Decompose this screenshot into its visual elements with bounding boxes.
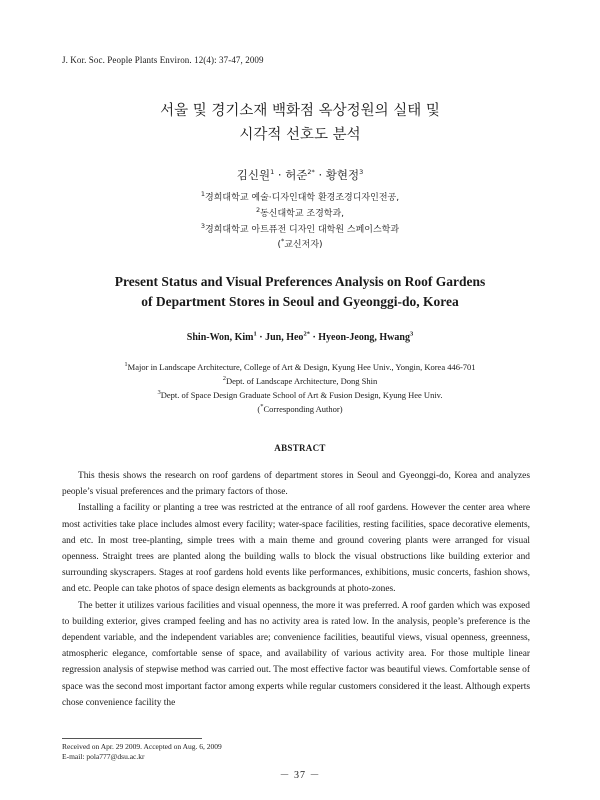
affiliation-text: 경희대학교 아트퓨전 디자인 대학원 스페이스학과 — [205, 225, 400, 235]
korean-author-1: 김신원 — [236, 168, 271, 182]
korean-author-2: 허준 — [285, 168, 308, 182]
korean-title-line-2: 시각적 선호도 분석 — [239, 127, 361, 143]
korean-authors — [0, 167, 600, 183]
paren-open: ( — [257, 404, 261, 414]
abstract-paragraph-3: The better it utilizes various facilities and visual openness, the more it was preferred. A roof garden which was exposed to building exterior, gives cramped feeling and has no activity area is rated low. In the analysis, people’s preference is the dependent variable, and the independent variables are; convenience facilities, beautiful views, visual openness, greenness, atmospheric elegance, comfortable sense of space, and availability of various activity area. For those multiple linear regression analysis of stepwise method was carried out. The most effective factor was beautiful views. Comfortable sense of space was the second most important factor among experts while regular customers considered it the least. Although experts chose convenience facility the — [62, 600, 530, 708]
korean-affiliation-1 — [0, 190, 600, 203]
korean-affiliation-3 — [0, 222, 600, 235]
paren-open: ( — [277, 240, 281, 250]
received-date-footnote: Received on Apr. 29 2009. Accepted on Aug. 6, 2009 — [62, 742, 222, 751]
english-author-2: Jun, Heo — [265, 332, 304, 343]
affiliation-marker: 3 — [200, 222, 206, 230]
paren-close: ) — [319, 240, 323, 250]
english-affiliation-1 — [0, 362, 600, 372]
paren-close: ) — [339, 404, 343, 414]
author-separator: · — [314, 168, 326, 182]
english-author-3-marker: 3 — [409, 330, 414, 338]
english-title-line-1: Present Status and Visual Preferences Analysis on Roof Gardens — [114, 274, 486, 289]
abstract-paragraph-1: This thesis shows the research on roof gardens of department stores in Seoul and Gyeonggi-do, Korea and analyzes people’s visual preferences and the primary factors of those. — [62, 471, 530, 498]
english-authors — [0, 332, 600, 343]
affiliation-marker: 2 — [255, 206, 261, 214]
abstract-paragraph-2: Installing a facility or planting a tree was restricted at the entrance of all roof gardens. However the center area where most activities take place includes almost every facility; water-space facilities, resting facilities, space decorative elements, and etc. In most tree-planting, simple trees with a main theme and ground covering plants were arranged for visual openness. Straight trees are planted along the building walls to block the visual obstructions like building exterior and surrounding skyscrapers. Stages at roof gardens hold events like performances, exhibitions, music concerts, fashion shows, and etc. People can take photos of space design elements as backgrounds at photo-zones. — [62, 503, 530, 595]
korean-author-1-marker: 1 — [270, 168, 275, 177]
english-author-3: Hyeon-Jeong, Hwang — [318, 332, 410, 343]
affiliation-marker: 2 — [222, 375, 226, 383]
affiliation-text: Major in Landscape Architecture, College of Art & Design, Kyung Hee Univ., Yongin, Korea 446-701 — [127, 362, 476, 372]
author-separator: · — [309, 332, 319, 343]
affiliation-marker: 1 — [124, 361, 128, 369]
affiliation-marker: 3 — [157, 389, 161, 397]
english-corresponding-author — [0, 404, 600, 414]
korean-corresponding-author — [0, 237, 600, 250]
korean-affiliation-2 — [0, 206, 600, 219]
english-title-line-2: of Department Stores in Seoul and Gyeonggi-do, Korea — [141, 294, 459, 309]
affiliation-text: 경희대학교 예술·디자인대학 환경조경디자인전공, — [205, 193, 400, 203]
english-author-2-marker: 2* — [303, 330, 310, 338]
korean-author-2-marker: 2* — [307, 168, 315, 177]
affiliation-text: Dept. of Space Design Graduate School of Art & Fusion Design, Kyung Hee Univ. — [160, 390, 443, 400]
footnote-divider — [62, 738, 202, 739]
author-separator: · — [256, 332, 266, 343]
english-affiliation-3 — [0, 390, 600, 400]
affiliation-text: 교신저자 — [284, 240, 320, 250]
english-author-1-marker: 1 — [253, 330, 257, 338]
affiliation-marker: * — [260, 403, 264, 411]
affiliation-text: 동신대학교 조경학과, — [260, 209, 345, 219]
korean-author-3-marker: 3 — [359, 168, 364, 177]
affiliation-text: Dept. of Landscape Architecture, Dong Shin — [225, 376, 378, 386]
english-affiliation-2 — [0, 376, 600, 386]
affiliation-text: Corresponding Author — [263, 404, 340, 414]
email-footnote: E-mail: pola777@dsu.ac.kr — [62, 752, 145, 761]
english-author-1: Shin-Won, Kim — [186, 332, 254, 343]
journal-header: J. Kor. Soc. People Plants Environ. 12(4): 37-47, 2009 — [62, 55, 264, 65]
korean-author-3: 황현정 — [325, 168, 360, 182]
page-number: － 37 － — [279, 770, 321, 781]
abstract-heading: ABSTRACT — [274, 443, 326, 453]
affiliation-marker: 1 — [200, 190, 206, 198]
abstract-body — [62, 468, 530, 711]
korean-title-line-1: 서울 및 경기소재 백화점 옥상정원의 실태 및 — [160, 103, 440, 119]
affiliation-marker: * — [280, 237, 285, 245]
author-separator: · — [274, 168, 286, 182]
